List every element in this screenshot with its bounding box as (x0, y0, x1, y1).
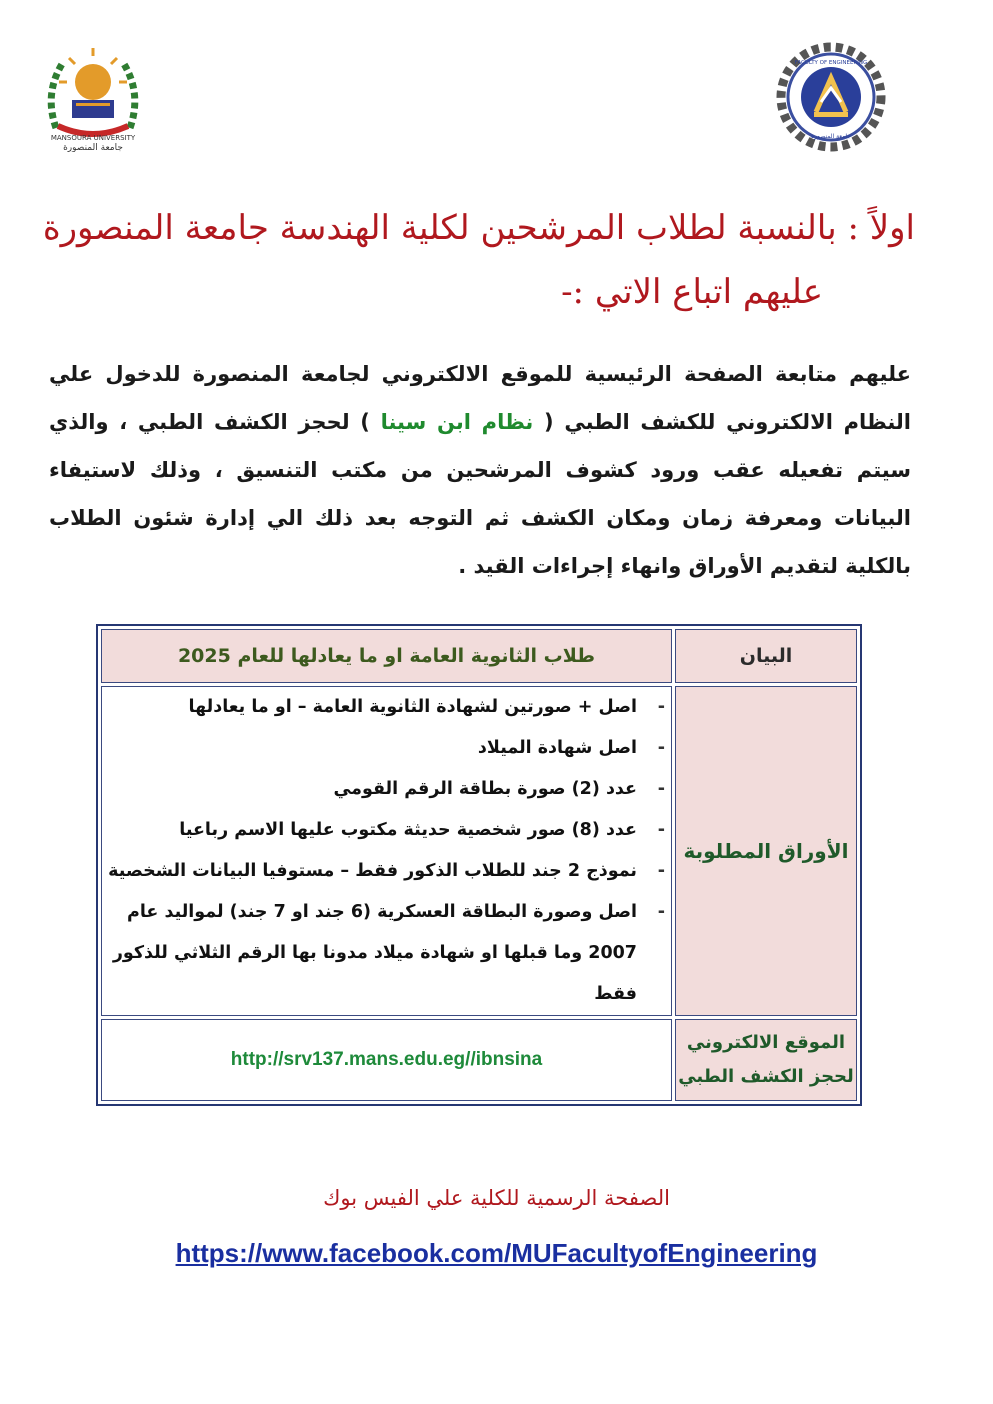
table-header-row (101, 629, 857, 683)
mansoura-university-emblem-icon (38, 42, 148, 152)
facebook-label: الصفحة الرسمية للكلية علي الفيس بوك (323, 1186, 670, 1210)
list-item: - عدد (8) صور شخصية حديثة مكتوب عليها الاسم رباعيا (102, 810, 671, 851)
ibn-sina-link[interactable]: http://srv137.mans.edu.eg//ibnsina (230, 1049, 543, 1070)
documents-list-cell (101, 686, 672, 1016)
facebook-link[interactable]: https://www.facebook.com/MUFacultyofEngineering (175, 1238, 818, 1268)
website-url-cell (101, 1019, 672, 1101)
header-label-cell: البيان (675, 629, 857, 683)
website-label-line2: لحجز الكشف الطبي (678, 1066, 854, 1087)
header-value-cell: طلاب الثانوية العامة او ما يعادلها للعام 2025 (101, 629, 672, 683)
list-item: - عدد (2) صورة بطاقة الرقم القومي (102, 769, 671, 810)
instructions-part1: عليهم متابعة الصفحة الرئيسية للموقع الالكتروني لجامعة المنصورة للدخول علي النظام الالكتروني للكشف الطبي ( (49, 362, 911, 434)
list-item: - نموذج 2 جند للطلاب الذكور فقط – مستوفيا البيانات الشخصية (102, 851, 671, 892)
faculty-logo (776, 42, 886, 152)
requirements-table (96, 624, 862, 1106)
ibn-sina-system-name: نظام ابن سينا (369, 410, 545, 434)
instructions-paragraph (49, 350, 911, 590)
instructions-part2: ) لحجز الكشف الطبي ، والذي سيتم تفعيله عقب ورود كشوف المرشحين من مكتب التنسيق ، وذلك لاستيفاء البيانات ومعرفة زمان ومكان الكشف ثم التوجه بعد ذلك الي إدارة شئون الطلاب بالكلية لتقديم الأوراق وانهاء إجراءات القيد . (49, 410, 911, 578)
list-item: - اصل وصورة البطاقة العسكرية (6 جند او 7 جند) لمواليد عام 2007 وما قبلها او شهادة ميلاد مدونا بها الرقم الثلاثي للذكور فقط (102, 892, 671, 1015)
svg-text:MANSOURA UNIVERSITY: MANSOURA UNIVERSITY (50, 134, 136, 142)
svg-text:جامعة المنصورة: جامعة المنصورة (811, 133, 851, 140)
page-title: اولاً : بالنسبة لطلاب المرشحين لكلية الهندسة جامعة المنصورة (42, 208, 915, 248)
website-label-line1: الموقع الالكتروني (686, 1032, 846, 1053)
svg-text:FACULTY OF ENGINEERING: FACULTY OF ENGINEERING (794, 60, 868, 66)
faculty-of-engineering-gear-emblem-icon (776, 42, 886, 152)
website-row (101, 1019, 857, 1101)
documents-label-cell: الأوراق المطلوبة (675, 686, 857, 1016)
documents-list (102, 687, 671, 1015)
documents-row (101, 686, 857, 1016)
website-label-cell (675, 1019, 857, 1101)
list-item: - اصل شهادة الميلاد (102, 728, 671, 769)
university-logo (38, 42, 148, 152)
list-item: - اصل + صورتين لشهادة الثانوية العامة – او ما يعادلها (102, 687, 671, 728)
svg-text:جامعة المنصورة: جامعة المنصورة (63, 143, 123, 152)
page-subtitle: عليهم اتباع الاتي :- (561, 272, 823, 312)
